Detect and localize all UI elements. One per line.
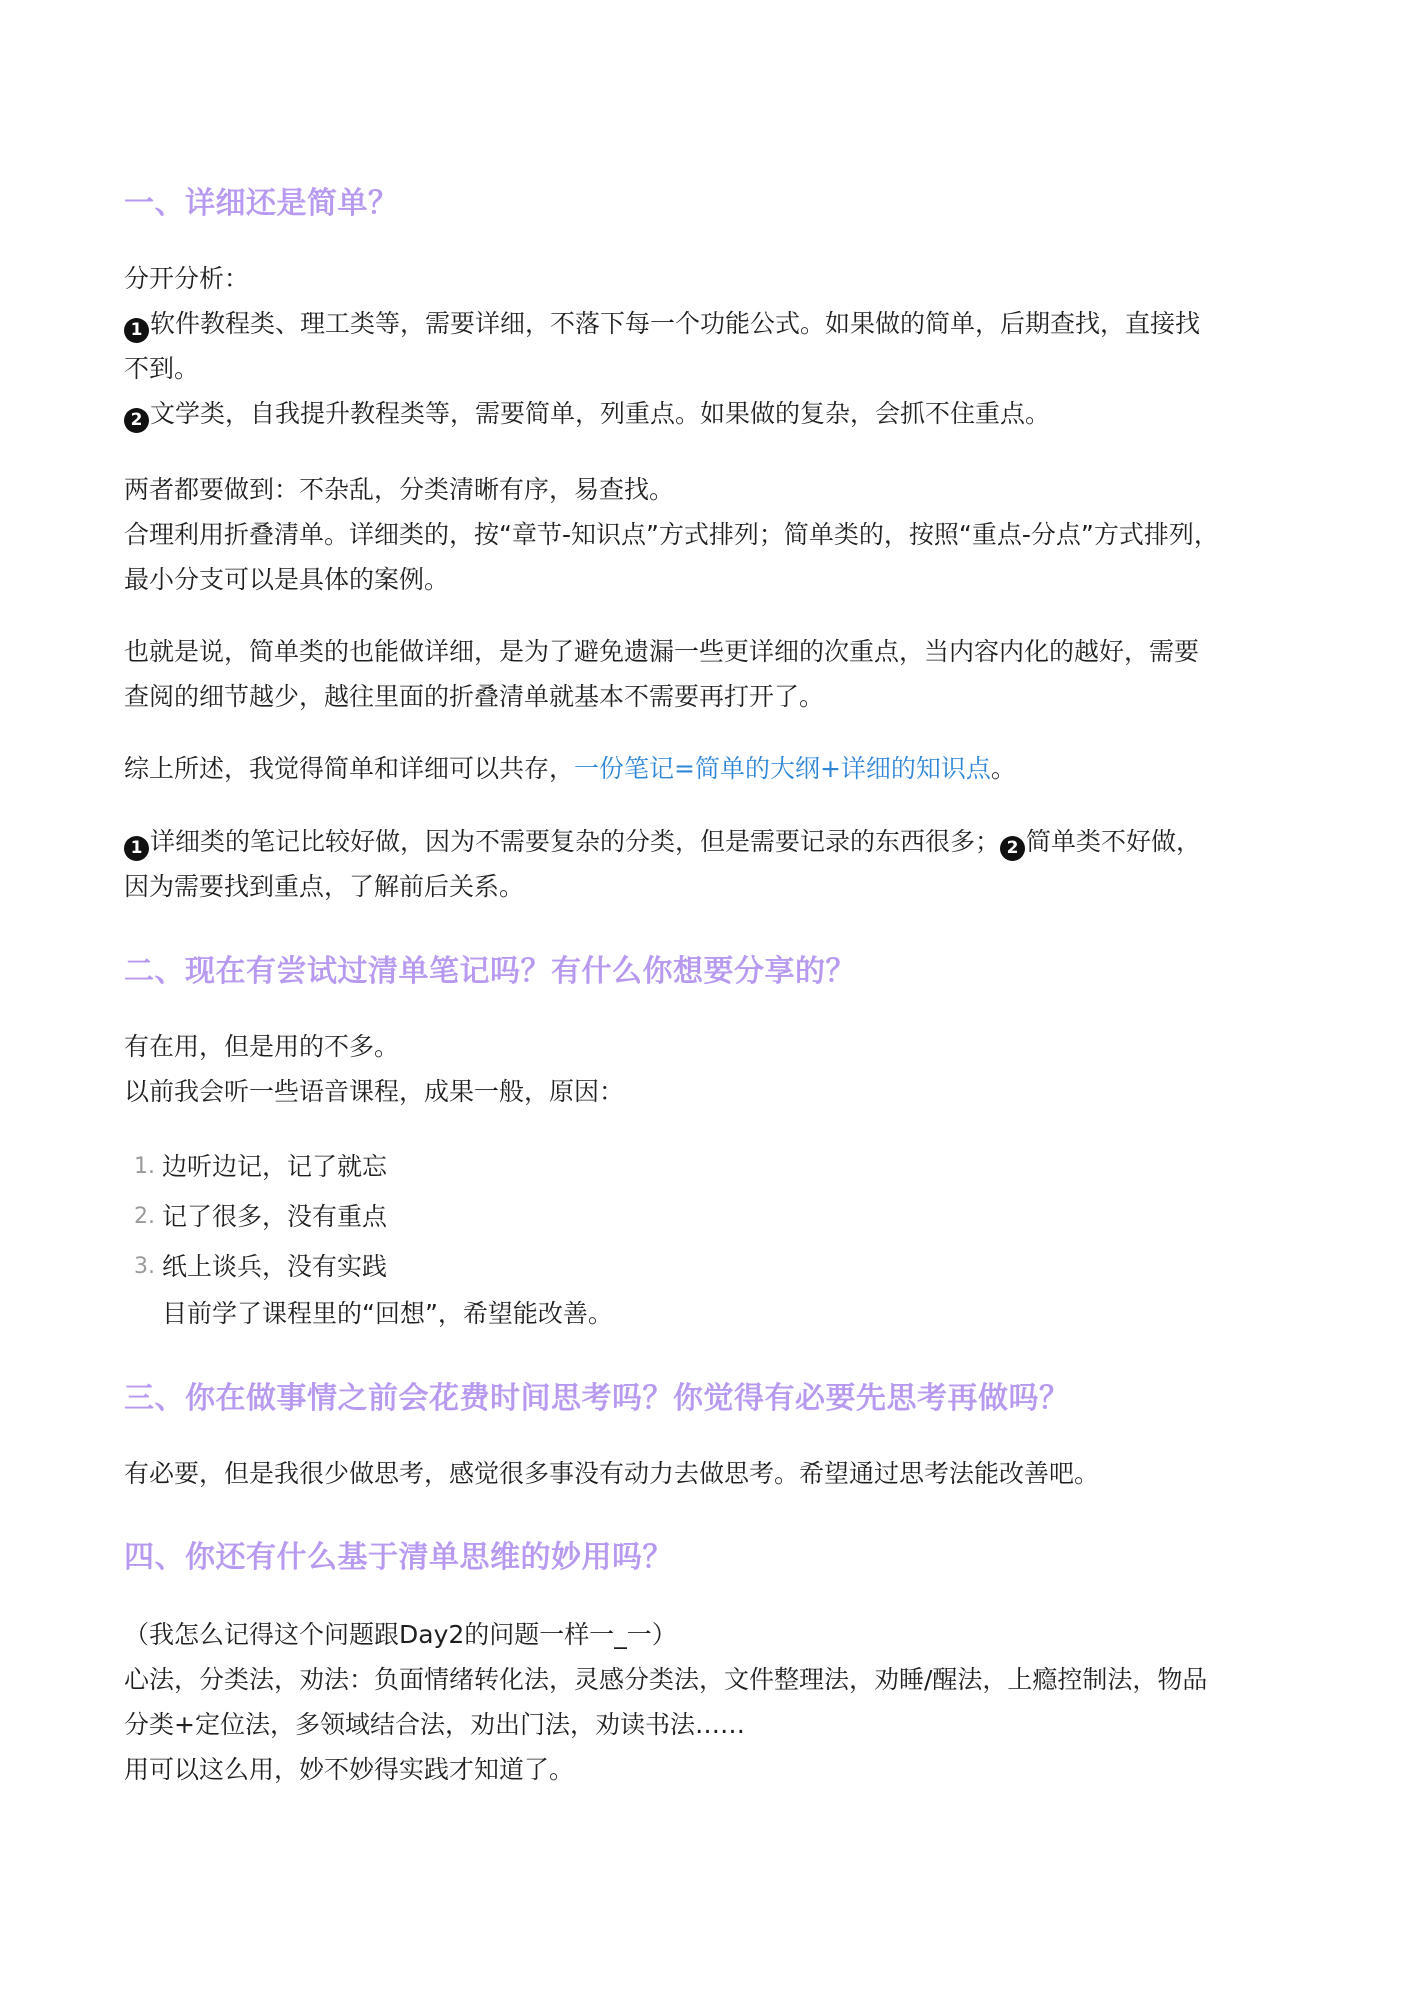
section-2-after-list: 目前学了课程里的“回想”，希望能改善。 [162, 1299, 613, 1328]
list-item-text: 边听边记，记了就忘 [162, 1152, 388, 1181]
summary-prefix: 综上所述，我觉得简单和详细可以共存， [124, 754, 575, 783]
list-item-number: 2. [134, 1204, 155, 1229]
section-4-line-2: 心法，分类法，劝法：负面情绪转化法，灵感分类法，文件整理法，劝睡/醒法，上瘾控制法，物品 [124, 1665, 1208, 1694]
section-4-heading: 四、你还有什么基于清单思维的妙用吗？ [124, 1540, 673, 1575]
summary-suffix: 。 [990, 754, 1016, 783]
number-1-badge-icon: 1 [124, 318, 149, 343]
section-4-line-3: 分类+定位法，多领域结合法，劝出门法，劝读书法…… [124, 1710, 745, 1739]
list-item-number: 1. [134, 1154, 155, 1179]
number-1-badge-icon: 1 [124, 836, 149, 861]
section-1-point-1-cont: 不到。 [124, 354, 200, 383]
section-1-point-1 [124, 307, 1200, 343]
section-1-intro: 分开分析： [124, 264, 250, 293]
list-item-text: 记了很多，没有重点 [162, 1202, 388, 1231]
section-1-compare-line-1 [124, 825, 1201, 861]
point-1-text: 软件教程类、理工类等，需要详细，不落下每一个功能公式。如果做的简单，后期查找，直接找 [150, 309, 1201, 338]
section-1-point-2 [124, 397, 1050, 433]
section-1-para-2-line-2: 最小分支可以是具体的案例。 [124, 565, 450, 594]
section-1-para-1: 两者都要做到：不杂乱，分类清晰有序，易查找。 [124, 475, 675, 504]
summary-highlight: 一份笔记=简单的大纲+详细的知识点 [574, 754, 991, 783]
section-1-heading: 一、详细还是简单？ [124, 186, 399, 221]
section-1-para-3-line-2: 查阅的细节越少，越往里面的折叠清单就基本不需要再打开了。 [124, 682, 825, 711]
list-item-text: 纸上谈兵，没有实践 [162, 1252, 388, 1281]
compare-part-1: 详细类的笔记比较好做，因为不需要复杂的分类，但是需要记录的东西很多； [150, 827, 1001, 856]
point-2-text: 文学类，自我提升教程类等，需要简单，列重点。如果做的复杂，会抓不住重点。 [150, 399, 1051, 428]
section-2-line-2: 以前我会听一些语音课程，成果一般，原因： [124, 1077, 625, 1106]
section-1-summary [124, 752, 1016, 786]
section-4-line-1: （我怎么记得这个问题跟Day2的问题一样一_一） [124, 1620, 677, 1649]
list-item-number: 3. [134, 1254, 155, 1279]
number-2-badge-icon: 2 [124, 408, 149, 433]
number-2-badge-icon: 2 [1000, 836, 1025, 861]
section-2-heading: 二、现在有尝试过清单笔记吗？有什么你想要分享的？ [124, 954, 856, 989]
section-4-line-4: 用可以这么用，妙不妙得实践才知道了。 [124, 1755, 575, 1784]
section-3-heading: 三、你在做事情之前会花费时间思考吗？你觉得有必要先思考再做吗？ [124, 1381, 1070, 1416]
section-3-line-1: 有必要，但是我很少做思考，感觉很多事没有动力去做思考。希望通过思考法能改善吧。 [124, 1459, 1100, 1488]
compare-part-2: 简单类不好做， [1026, 827, 1202, 856]
section-1-para-3-line-1: 也就是说，简单类的也能做详细，是为了避免遗漏一些更详细的次重点，当内容内化的越好，需要 [124, 637, 1200, 666]
section-1-compare-line-2: 因为需要找到重点，了解前后关系。 [124, 872, 525, 901]
section-2-line-1: 有在用，但是用的不多。 [124, 1032, 400, 1061]
section-1-para-2-line-1: 合理利用折叠清单。详细类的，按“章节-知识点”方式排列；简单类的，按照“重点-分点”方式排列， [124, 520, 1219, 549]
